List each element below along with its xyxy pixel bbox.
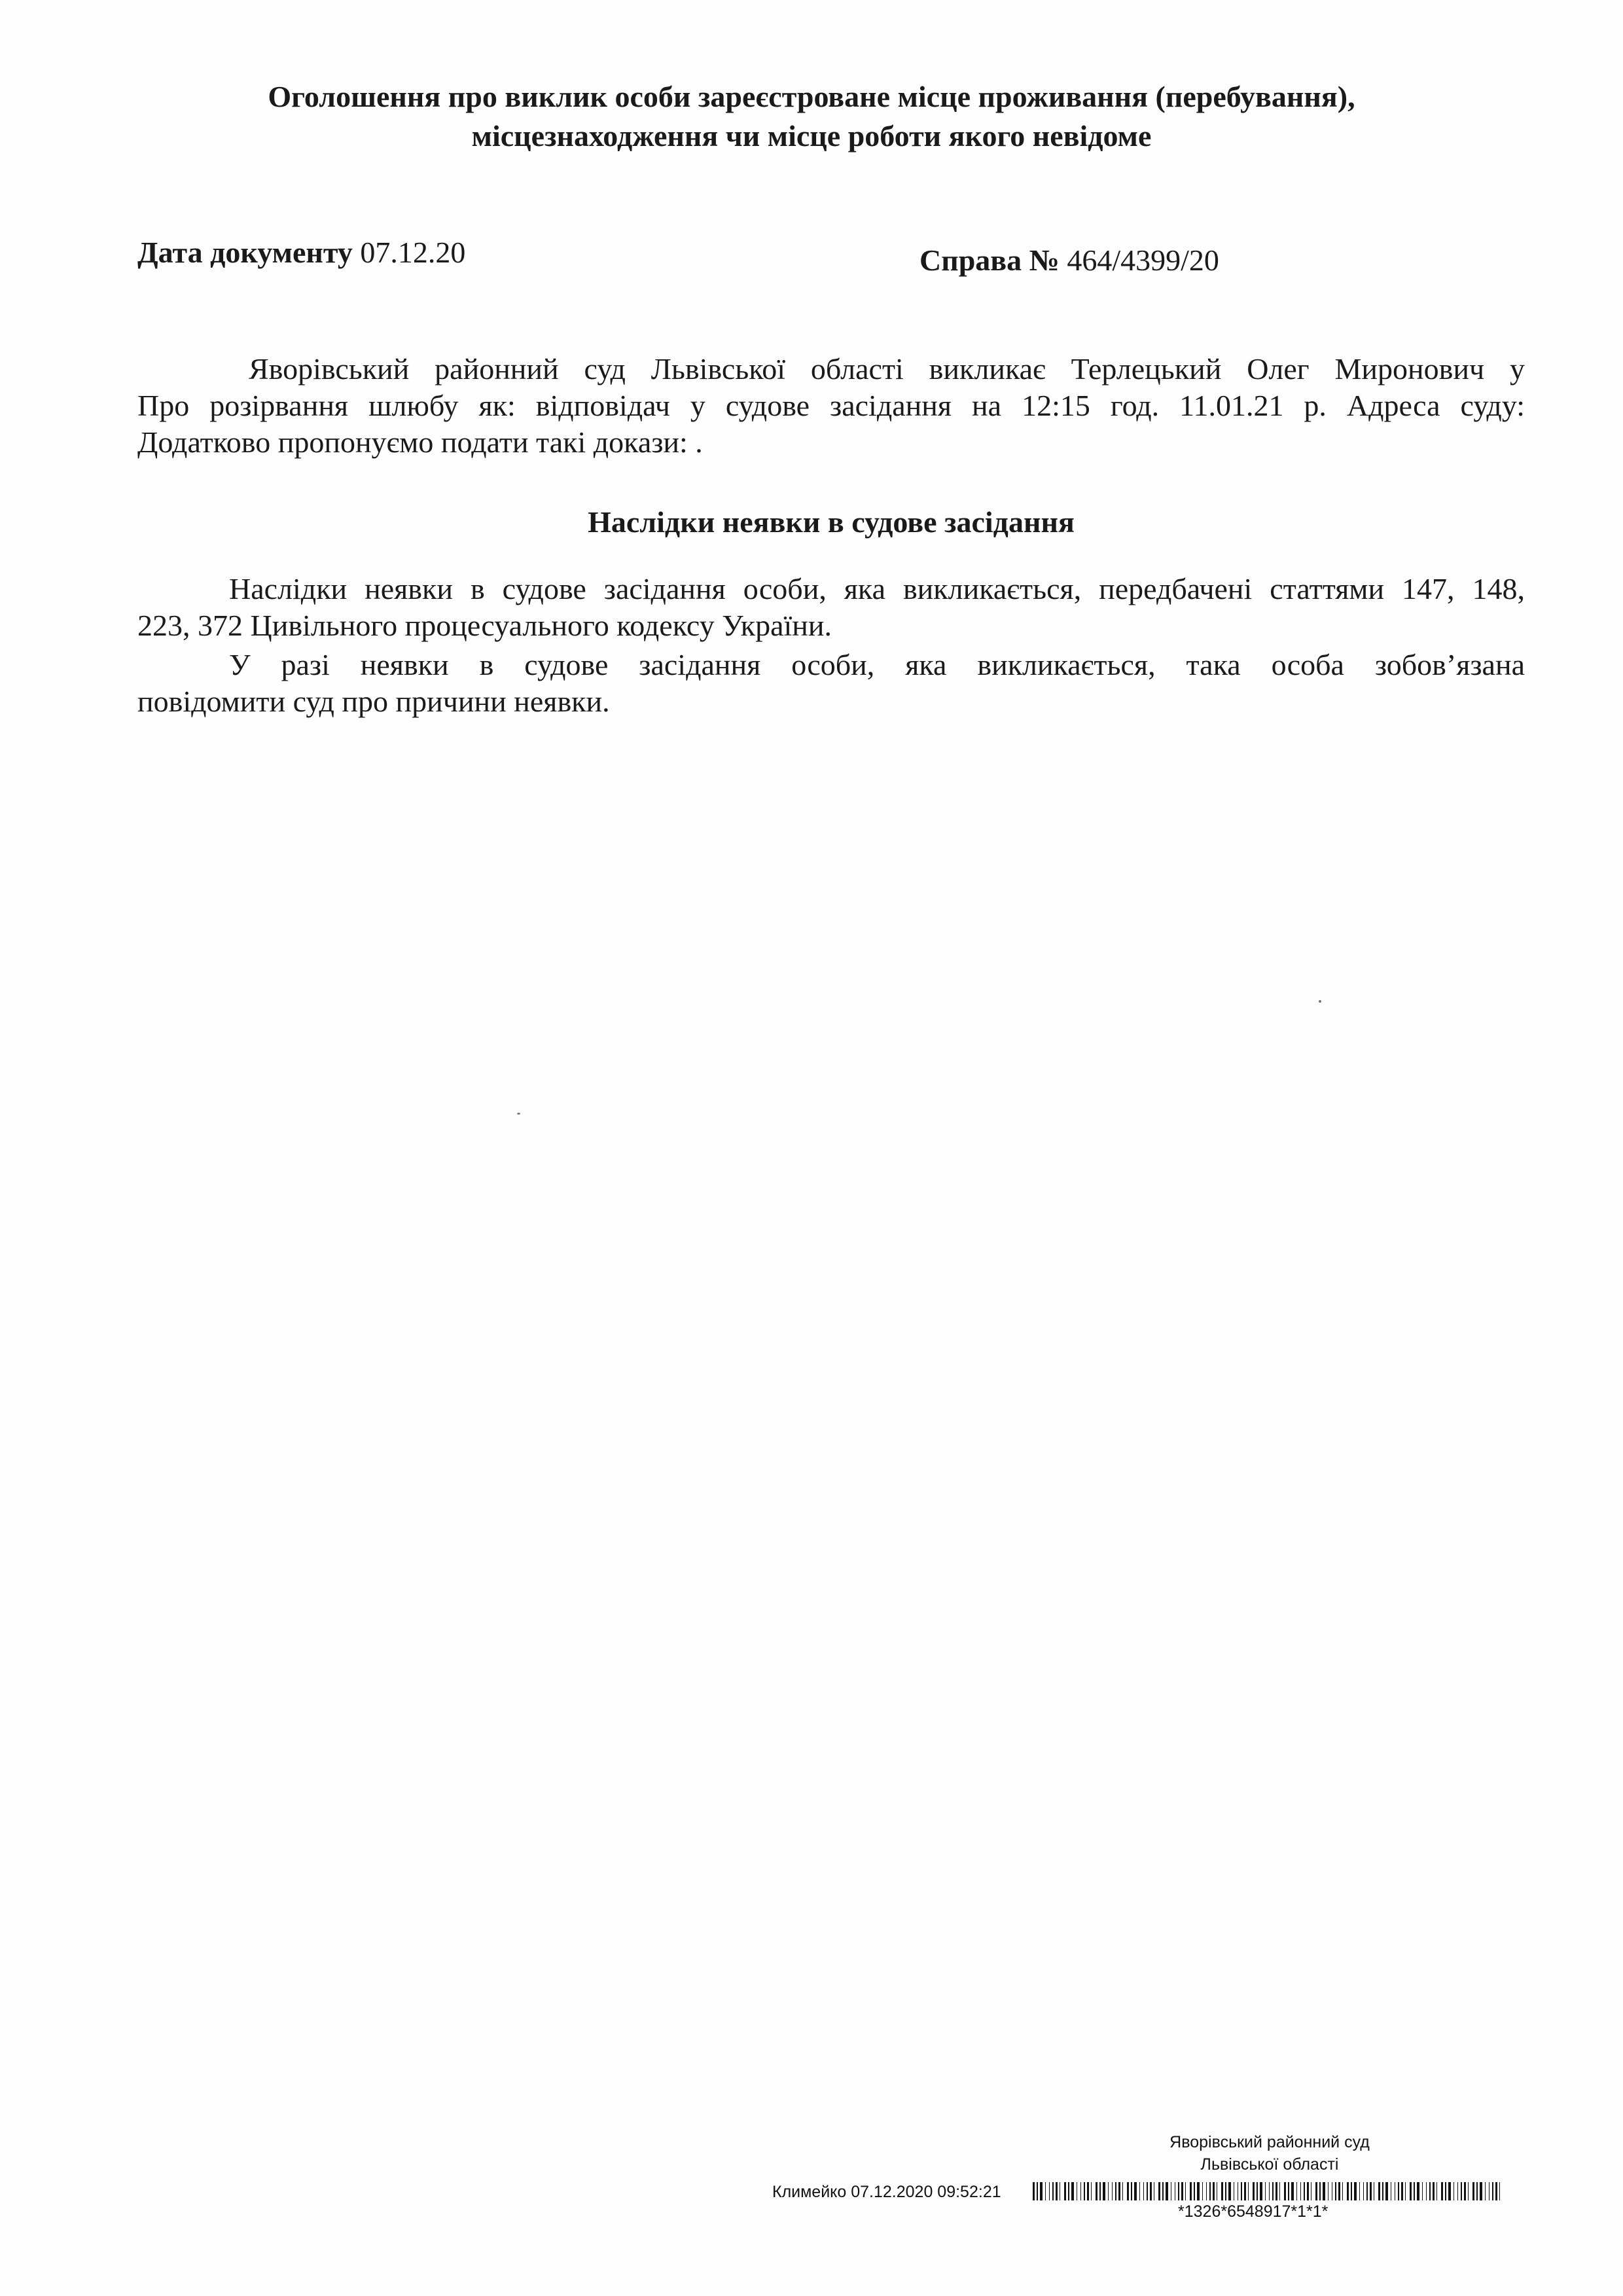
barcode-bar — [1084, 2182, 1085, 2200]
barcode-bar — [1433, 2182, 1435, 2200]
barcode-bar — [1291, 2182, 1294, 2200]
barcode-bar — [1485, 2182, 1486, 2200]
barcode-bar — [1108, 2182, 1109, 2200]
barcode-bar — [1045, 2182, 1046, 2200]
barcode-bar — [1209, 2182, 1211, 2200]
barcode-bar — [1448, 2182, 1451, 2200]
barcode-bar — [1398, 2182, 1399, 2200]
barcode-bar — [1178, 2182, 1179, 2200]
barcode-bar — [1417, 2182, 1419, 2200]
barcode-bar — [1480, 2182, 1482, 2200]
barcode-bar — [1272, 2182, 1274, 2200]
barcode-bar — [1131, 2182, 1132, 2200]
barcode-bar — [1248, 2182, 1249, 2200]
barcode-bar — [1461, 2182, 1462, 2200]
barcode-bar — [1049, 2182, 1050, 2200]
consequences-paragraph — [137, 571, 1525, 644]
barcode-bar — [1401, 2182, 1403, 2200]
barcode-bar — [1040, 2182, 1043, 2200]
barcode-bar — [1143, 2182, 1144, 2200]
barcode-bar — [1499, 2182, 1500, 2200]
barcode — [1033, 2182, 1504, 2200]
document-title — [196, 77, 1427, 156]
barcode-bar — [1122, 2182, 1123, 2200]
barcode-bar — [1279, 2182, 1280, 2200]
barcode-bar — [1134, 2182, 1137, 2200]
barcode-bar — [1087, 2182, 1089, 2200]
court-stamp — [1152, 2131, 1387, 2176]
barcode-bar — [1206, 2182, 1207, 2200]
barcode-bar — [1319, 2182, 1321, 2200]
barcode-bar — [1342, 2182, 1343, 2200]
barcode-bar — [1288, 2182, 1289, 2200]
barcode-bar — [1472, 2182, 1474, 2200]
barcode-bar — [1464, 2182, 1466, 2200]
barcode-bar — [1347, 2182, 1349, 2200]
barcode-bar — [1426, 2182, 1427, 2200]
barcode-bar — [1241, 2182, 1242, 2200]
barcode-bar — [1265, 2182, 1266, 2200]
court-name: Яворівський районний суд — [1169, 2133, 1370, 2151]
barcode-bar — [1244, 2182, 1246, 2200]
barcode-bar — [1492, 2182, 1493, 2200]
barcode-bar — [1429, 2182, 1431, 2200]
barcode-bar — [1202, 2182, 1203, 2200]
barcode-bar — [1323, 2182, 1325, 2200]
document-date — [137, 234, 465, 271]
barcode-bar — [1457, 2182, 1458, 2200]
barcode-number: *1326*6548917*1*1* — [1178, 2202, 1329, 2221]
barcode-bar — [1150, 2182, 1152, 2200]
barcode-bar — [1422, 2182, 1423, 2200]
barcode-bar — [1260, 2182, 1262, 2200]
consequences-line-1: Наслідки неявки в судове засідання особи, яка викликається, передбачені статтями 147, 148, — [229, 572, 1525, 605]
barcode-bar — [1405, 2182, 1406, 2200]
barcode-bar — [1071, 2182, 1074, 2200]
barcode-bar — [1052, 2182, 1054, 2200]
barcode-bar — [1359, 2182, 1360, 2200]
consequences-line-2: 223, 372 Цивільного процесуального кодексу України. — [137, 609, 832, 642]
barcode-bar — [1370, 2182, 1372, 2200]
case-value: 464/4399/20 — [1067, 243, 1219, 277]
barcode-bar — [1385, 2182, 1388, 2200]
section-heading: Наслідки неявки в судове засідання — [588, 505, 1075, 539]
barcode-bar — [1269, 2182, 1270, 2200]
barcode-bar — [1068, 2182, 1069, 2200]
barcode-bar — [1194, 2182, 1195, 2200]
barcode-bar — [1091, 2182, 1092, 2200]
barcode-bar — [1296, 2182, 1297, 2200]
barcode-bar — [1366, 2182, 1368, 2200]
barcode-bar — [1064, 2182, 1066, 2200]
barcode-bar — [1158, 2182, 1160, 2200]
barcode-bar — [1115, 2182, 1116, 2200]
title-line-2: місцезнаходження чи місце роботи якого невідоме — [471, 119, 1152, 152]
summons-paragraph — [137, 351, 1525, 461]
barcode-bar — [1197, 2182, 1200, 2200]
barcode-bar — [1166, 2182, 1168, 2200]
barcode-bar — [1118, 2182, 1120, 2200]
barcode-bar — [1257, 2182, 1258, 2200]
barcode-bar — [1228, 2182, 1231, 2200]
summons-line-1: Яворівський районний суд Львівської області викликає Терлецький Олег Миронович у — [249, 352, 1525, 386]
barcode-bar — [1112, 2182, 1113, 2200]
barcode-bar — [1099, 2182, 1101, 2200]
barcode-bar — [1185, 2182, 1186, 2200]
barcode-bar — [1033, 2182, 1035, 2200]
barcode-bar — [1275, 2182, 1277, 2200]
barcode-bar — [1351, 2182, 1352, 2200]
barcode-bar — [1414, 2182, 1415, 2200]
barcode-bar — [1382, 2182, 1383, 2200]
barcode-bar — [1221, 2182, 1223, 2200]
barcode-bar — [1378, 2182, 1380, 2200]
barcode-bar — [1315, 2182, 1317, 2200]
case-label: Справа № — [919, 243, 1060, 277]
barcode-bar — [1127, 2182, 1129, 2200]
case-number — [919, 242, 1219, 279]
summons-line-2: Про розірвання шлюбу як: відповідач у судове засідання на 12:15 год. 11.01.21 р. Адреса суду: — [137, 389, 1525, 422]
date-label: Дата документу — [137, 236, 353, 269]
date-value: 07.12.20 — [360, 236, 466, 269]
barcode-bar — [1410, 2182, 1412, 2200]
barcode-bar — [1080, 2182, 1081, 2200]
barcode-bar — [1162, 2182, 1164, 2200]
barcode-bar — [1213, 2182, 1215, 2200]
barcode-bar — [1468, 2182, 1469, 2200]
barcode-bar — [1354, 2182, 1357, 2200]
summons-line-3: Додатково пропонуємо подати такі докази: . — [137, 425, 703, 459]
barcode-bar — [1335, 2182, 1336, 2200]
duty-paragraph — [137, 647, 1525, 720]
duty-line-1: У разі неявки в судове засідання особи, яка викликається, така особа зобов’язана — [229, 648, 1525, 681]
barcode-bar — [1476, 2182, 1478, 2200]
barcode-bar — [1096, 2182, 1097, 2200]
barcode-bar — [1190, 2182, 1192, 2200]
barcode-bar — [1495, 2182, 1497, 2200]
duty-line-2: повідомити суд про причини неявки. — [137, 685, 610, 718]
barcode-bar — [1441, 2182, 1443, 2200]
barcode-bar — [1037, 2182, 1038, 2200]
barcode-bar — [1445, 2182, 1446, 2200]
barcode-bar — [1284, 2182, 1286, 2200]
barcode-bar — [1056, 2182, 1058, 2200]
barcode-bar — [1253, 2182, 1255, 2200]
barcode-bar — [1139, 2182, 1140, 2200]
barcode-bar — [1147, 2182, 1148, 2200]
clerk-timestamp: Климейко 07.12.2020 09:52:21 — [772, 2183, 1001, 2201]
barcode-bar — [1338, 2182, 1340, 2200]
title-line-1: Оголошення про виклик особи зареєстроване місце проживання (перебування), — [268, 80, 1355, 113]
barcode-bar — [1307, 2182, 1309, 2200]
barcode-bar — [1300, 2182, 1301, 2200]
barcode-bar — [1328, 2182, 1329, 2200]
barcode-bar — [1304, 2182, 1305, 2200]
barcode-bar — [1181, 2182, 1183, 2200]
barcode-bar — [1225, 2182, 1226, 2200]
barcode-bar — [1436, 2182, 1437, 2200]
barcode-bar — [1363, 2182, 1364, 2200]
court-region: Львівської області — [1200, 2155, 1339, 2174]
barcode-bar — [1103, 2182, 1105, 2200]
